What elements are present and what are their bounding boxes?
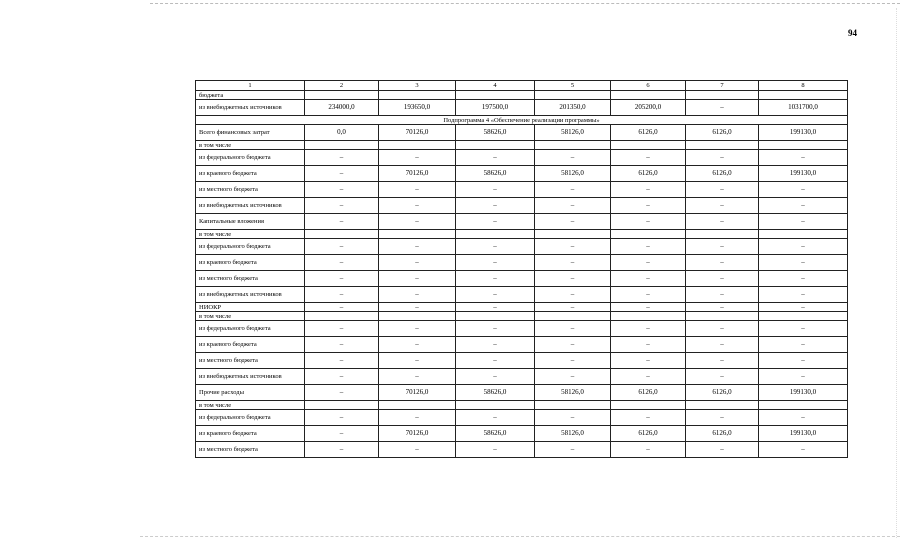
value-cell — [305, 401, 379, 410]
value-cell: – — [686, 198, 759, 214]
value-cell: – — [305, 239, 379, 255]
table-body — [196, 81, 848, 458]
value-cell: – — [379, 303, 456, 312]
value-cell: – — [456, 410, 535, 426]
value-cell: – — [305, 337, 379, 353]
column-number-cell: 2 — [305, 81, 379, 91]
value-cell — [379, 91, 456, 100]
row-label: из местного бюджета — [196, 442, 305, 458]
scan-edge-bottom — [140, 536, 900, 537]
value-cell: – — [759, 271, 848, 287]
value-cell — [611, 141, 686, 150]
table-row — [196, 141, 848, 150]
value-cell — [759, 312, 848, 321]
row-label: из федерального бюджета — [196, 150, 305, 166]
table-row — [196, 410, 848, 426]
row-label: из краевого бюджета — [196, 255, 305, 271]
value-cell: – — [456, 353, 535, 369]
table-row — [196, 125, 848, 141]
value-cell: – — [611, 150, 686, 166]
table-row — [196, 239, 848, 255]
value-cell: 6126,0 — [686, 385, 759, 401]
value-cell: 199130,0 — [759, 385, 848, 401]
value-cell: – — [305, 410, 379, 426]
value-cell: – — [611, 198, 686, 214]
value-cell — [456, 312, 535, 321]
value-cell: – — [305, 255, 379, 271]
row-label: Прочие расходы — [196, 385, 305, 401]
value-cell: 58126,0 — [535, 166, 611, 182]
value-cell: – — [535, 287, 611, 303]
column-number-cell: 1 — [196, 81, 305, 91]
value-cell: – — [305, 214, 379, 230]
row-label: в том числе — [196, 230, 305, 239]
value-cell: – — [305, 321, 379, 337]
value-cell — [611, 401, 686, 410]
value-cell — [305, 312, 379, 321]
table-row — [196, 353, 848, 369]
table-row — [196, 312, 848, 321]
column-number-cell: 4 — [456, 81, 535, 91]
table-row — [196, 303, 848, 312]
value-cell: – — [611, 214, 686, 230]
row-label: бюджета — [196, 91, 305, 100]
value-cell — [456, 91, 535, 100]
value-cell: – — [379, 287, 456, 303]
value-cell: – — [305, 442, 379, 458]
value-cell: – — [535, 442, 611, 458]
value-cell: – — [686, 150, 759, 166]
value-cell: – — [456, 287, 535, 303]
value-cell: 199130,0 — [759, 426, 848, 442]
column-number-row — [196, 81, 848, 91]
value-cell: – — [305, 166, 379, 182]
value-cell: 70126,0 — [379, 125, 456, 141]
value-cell: 58626,0 — [456, 426, 535, 442]
value-cell: – — [759, 255, 848, 271]
value-cell — [686, 91, 759, 100]
value-cell — [535, 312, 611, 321]
value-cell: 6126,0 — [611, 385, 686, 401]
value-cell: – — [535, 150, 611, 166]
value-cell — [305, 91, 379, 100]
row-label: НИОКР — [196, 303, 305, 312]
value-cell: – — [759, 321, 848, 337]
value-cell: 6126,0 — [611, 426, 686, 442]
value-cell: – — [759, 353, 848, 369]
value-cell: 58626,0 — [456, 166, 535, 182]
row-label: из местного бюджета — [196, 353, 305, 369]
value-cell: 6126,0 — [686, 125, 759, 141]
value-cell: – — [686, 239, 759, 255]
table-row — [196, 198, 848, 214]
value-cell: 199130,0 — [759, 166, 848, 182]
value-cell: – — [379, 150, 456, 166]
value-cell: – — [305, 385, 379, 401]
row-label: из внебюджетных источников — [196, 287, 305, 303]
value-cell: – — [686, 442, 759, 458]
value-cell — [611, 91, 686, 100]
row-label: из краевого бюджета — [196, 166, 305, 182]
table-row — [196, 255, 848, 271]
value-cell: – — [611, 321, 686, 337]
value-cell: – — [379, 410, 456, 426]
value-cell — [456, 141, 535, 150]
value-cell: – — [686, 214, 759, 230]
table-row — [196, 271, 848, 287]
table-row — [196, 385, 848, 401]
value-cell: – — [759, 303, 848, 312]
value-cell: – — [686, 287, 759, 303]
column-number-cell: 6 — [611, 81, 686, 91]
value-cell: – — [305, 182, 379, 198]
value-cell: – — [456, 150, 535, 166]
value-cell: – — [759, 442, 848, 458]
value-cell: 6126,0 — [686, 426, 759, 442]
value-cell: – — [379, 214, 456, 230]
value-cell: – — [611, 255, 686, 271]
value-cell: – — [686, 321, 759, 337]
scan-edge-right — [896, 8, 897, 538]
row-label: из федерального бюджета — [196, 239, 305, 255]
value-cell: – — [379, 271, 456, 287]
table-row — [196, 182, 848, 198]
value-cell: – — [379, 182, 456, 198]
row-label: из внебюджетных источников — [196, 198, 305, 214]
row-label: из краевого бюджета — [196, 426, 305, 442]
value-cell: 199130,0 — [759, 125, 848, 141]
row-label: в том числе — [196, 401, 305, 410]
value-cell: – — [535, 353, 611, 369]
value-cell: – — [535, 410, 611, 426]
value-cell: – — [686, 410, 759, 426]
row-label: в том числе — [196, 312, 305, 321]
value-cell: 70126,0 — [379, 166, 456, 182]
value-cell: – — [305, 303, 379, 312]
value-cell — [535, 91, 611, 100]
column-number-cell: 5 — [535, 81, 611, 91]
value-cell: – — [456, 214, 535, 230]
value-cell — [456, 230, 535, 239]
value-cell — [611, 230, 686, 239]
row-label: из краевого бюджета — [196, 337, 305, 353]
value-cell — [759, 91, 848, 100]
row-label: из внебюджетных источников — [196, 100, 305, 116]
value-cell — [305, 141, 379, 150]
value-cell: – — [611, 271, 686, 287]
table-row — [196, 230, 848, 239]
table-row — [196, 100, 848, 116]
value-cell — [456, 401, 535, 410]
value-cell: – — [379, 442, 456, 458]
value-cell: – — [535, 369, 611, 385]
row-label: Капитальные вложения — [196, 214, 305, 230]
value-cell: – — [456, 198, 535, 214]
value-cell: – — [456, 239, 535, 255]
table-row — [196, 321, 848, 337]
row-label: из федерального бюджета — [196, 321, 305, 337]
value-cell: – — [686, 100, 759, 116]
value-cell: – — [305, 287, 379, 303]
row-label: в том числе — [196, 141, 305, 150]
column-number-cell: 7 — [686, 81, 759, 91]
table-row — [196, 426, 848, 442]
subprogram-header-row — [196, 116, 848, 125]
value-cell: 197500,0 — [456, 100, 535, 116]
table-row — [196, 369, 848, 385]
value-cell: – — [305, 369, 379, 385]
value-cell: – — [535, 198, 611, 214]
value-cell: – — [379, 337, 456, 353]
value-cell: – — [759, 198, 848, 214]
value-cell: – — [759, 214, 848, 230]
financing-table — [195, 80, 848, 458]
value-cell: – — [456, 255, 535, 271]
value-cell: – — [535, 214, 611, 230]
value-cell: – — [611, 369, 686, 385]
value-cell: – — [759, 150, 848, 166]
value-cell: – — [686, 182, 759, 198]
value-cell: – — [759, 410, 848, 426]
column-number-cell: 3 — [379, 81, 456, 91]
value-cell: – — [611, 303, 686, 312]
value-cell: 6126,0 — [611, 125, 686, 141]
table-row — [196, 150, 848, 166]
value-cell: – — [535, 337, 611, 353]
value-cell: – — [611, 337, 686, 353]
value-cell: – — [686, 303, 759, 312]
column-number-cell: 8 — [759, 81, 848, 91]
value-cell: – — [759, 239, 848, 255]
value-cell: 6126,0 — [686, 166, 759, 182]
value-cell: – — [379, 353, 456, 369]
row-label: из внебюджетных источников — [196, 369, 305, 385]
value-cell: – — [456, 321, 535, 337]
value-cell: – — [456, 303, 535, 312]
value-cell: 6126,0 — [611, 166, 686, 182]
page-number: 94 — [848, 28, 857, 38]
value-cell: – — [379, 239, 456, 255]
value-cell: 58626,0 — [456, 125, 535, 141]
value-cell — [759, 401, 848, 410]
value-cell: – — [686, 271, 759, 287]
value-cell: – — [305, 271, 379, 287]
value-cell — [379, 312, 456, 321]
value-cell: – — [456, 337, 535, 353]
value-cell: – — [456, 271, 535, 287]
value-cell: 234000,0 — [305, 100, 379, 116]
value-cell — [611, 312, 686, 321]
value-cell: – — [535, 271, 611, 287]
value-cell: – — [379, 321, 456, 337]
value-cell: – — [686, 369, 759, 385]
value-cell — [535, 401, 611, 410]
table-row — [196, 442, 848, 458]
value-cell: 205200,0 — [611, 100, 686, 116]
value-cell: – — [686, 337, 759, 353]
value-cell: – — [535, 303, 611, 312]
value-cell: – — [305, 198, 379, 214]
value-cell: – — [305, 353, 379, 369]
value-cell: – — [305, 426, 379, 442]
value-cell: – — [535, 239, 611, 255]
value-cell — [535, 230, 611, 239]
value-cell: – — [759, 337, 848, 353]
value-cell — [759, 230, 848, 239]
value-cell: – — [456, 442, 535, 458]
value-cell: – — [535, 255, 611, 271]
value-cell — [686, 141, 759, 150]
value-cell: – — [611, 442, 686, 458]
value-cell — [686, 312, 759, 321]
value-cell: 58126,0 — [535, 385, 611, 401]
value-cell: 70126,0 — [379, 385, 456, 401]
table-row — [196, 287, 848, 303]
value-cell — [759, 141, 848, 150]
value-cell: – — [686, 255, 759, 271]
value-cell: – — [379, 255, 456, 271]
value-cell: – — [379, 369, 456, 385]
value-cell: 58626,0 — [456, 385, 535, 401]
value-cell — [379, 141, 456, 150]
value-cell: – — [611, 182, 686, 198]
value-cell: – — [305, 150, 379, 166]
value-cell: – — [611, 287, 686, 303]
value-cell: – — [611, 239, 686, 255]
value-cell: – — [611, 410, 686, 426]
value-cell — [379, 230, 456, 239]
value-cell: 58126,0 — [535, 426, 611, 442]
value-cell: – — [759, 182, 848, 198]
value-cell: – — [759, 287, 848, 303]
row-label: из федерального бюджета — [196, 410, 305, 426]
value-cell: – — [611, 353, 686, 369]
value-cell — [535, 141, 611, 150]
value-cell: 201350,0 — [535, 100, 611, 116]
value-cell — [686, 230, 759, 239]
row-label: из местного бюджета — [196, 182, 305, 198]
value-cell: – — [379, 198, 456, 214]
value-cell — [305, 230, 379, 239]
value-cell: 58126,0 — [535, 125, 611, 141]
scan-edge-top — [150, 3, 900, 4]
row-label: из местного бюджета — [196, 271, 305, 287]
value-cell: – — [456, 369, 535, 385]
table-row — [196, 91, 848, 100]
value-cell: – — [759, 369, 848, 385]
value-cell: 70126,0 — [379, 426, 456, 442]
value-cell: – — [456, 182, 535, 198]
value-cell: 1031700,0 — [759, 100, 848, 116]
table-row — [196, 214, 848, 230]
table-row — [196, 166, 848, 182]
table-row — [196, 337, 848, 353]
value-cell — [686, 401, 759, 410]
table-row — [196, 401, 848, 410]
value-cell — [379, 401, 456, 410]
value-cell: 193650,0 — [379, 100, 456, 116]
value-cell: – — [686, 353, 759, 369]
value-cell: 0,0 — [305, 125, 379, 141]
value-cell: – — [535, 182, 611, 198]
row-label: Всего финансовых затрат — [196, 125, 305, 141]
value-cell: – — [535, 321, 611, 337]
subprogram-title: Подпрограмма 4 «Обеспечение реализации программы» — [196, 116, 848, 125]
